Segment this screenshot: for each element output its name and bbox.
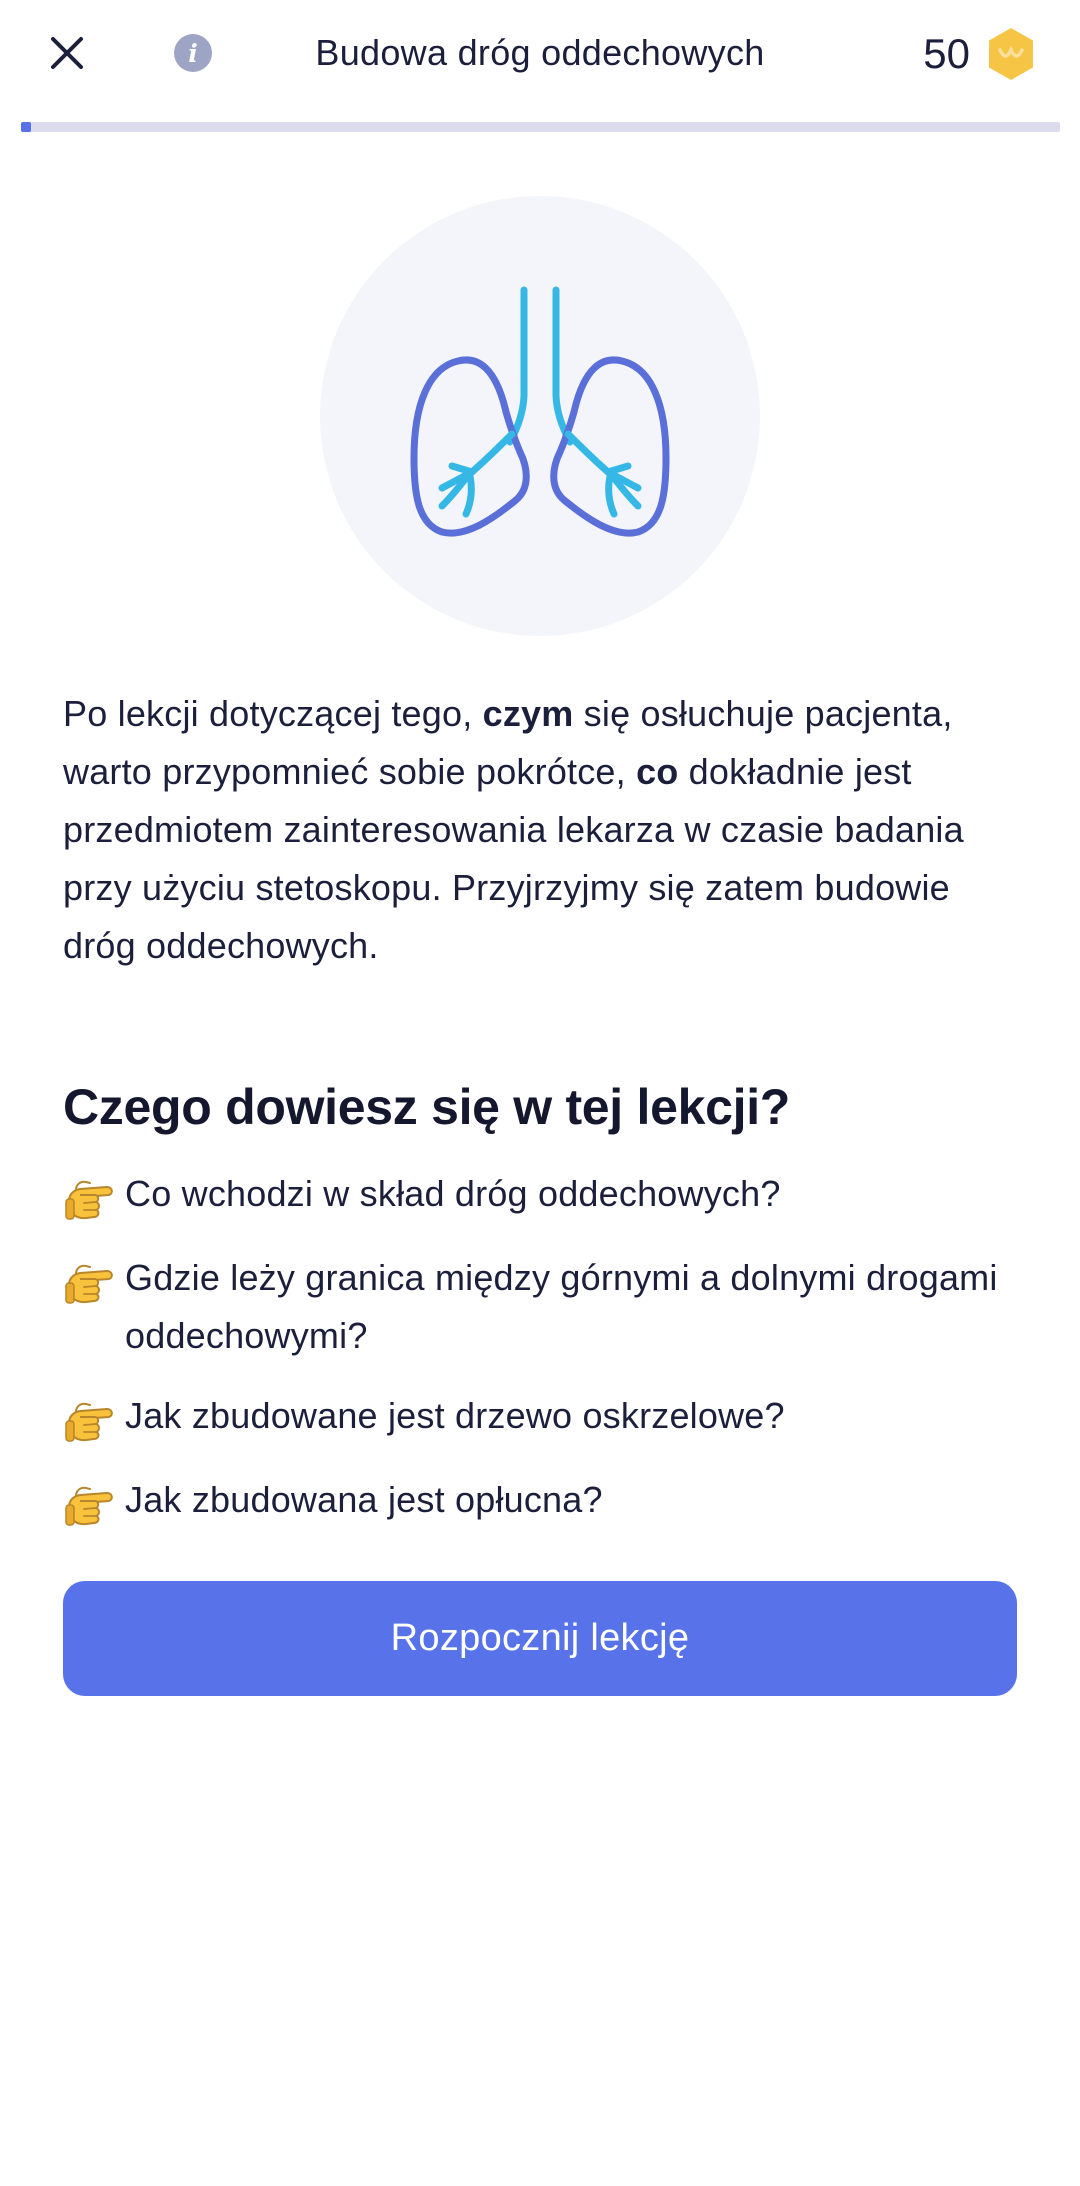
info-button[interactable]: [174, 34, 212, 72]
objective-text: Co wchodzi w skład dróg oddechowych?: [125, 1173, 781, 1214]
pointing-hand-icon: [63, 1257, 117, 1311]
top-bar: [0, 0, 1080, 110]
lungs-icon: [320, 196, 760, 636]
intro-bold-2: co: [636, 751, 679, 792]
honeycomb-coin-icon: [986, 26, 1036, 82]
list-item: [63, 1471, 1023, 1533]
lesson-progress-bar: [21, 122, 1060, 132]
list-item: [63, 1249, 1023, 1365]
pointing-hand-icon: [63, 1479, 117, 1533]
list-item: [63, 1387, 1023, 1449]
intro-bold-1: czym: [482, 693, 574, 734]
start-lesson-button[interactable]: Rozpocznij lekcję: [63, 1581, 1017, 1696]
info-icon: i: [188, 38, 198, 68]
pointing-hand-icon: [63, 1395, 117, 1449]
intro-text-2: się osłuchuje pacjenta, warto przypomnieć sobie pokrótce,: [63, 693, 953, 792]
objective-text: Jak zbudowane jest drzewo oskrzelowe?: [125, 1395, 785, 1436]
pointing-hand-icon: [63, 1173, 117, 1227]
coin-counter: [923, 26, 1036, 82]
close-icon: [50, 36, 84, 70]
illustration-circle: [320, 196, 760, 636]
objectives-list: [63, 1165, 1023, 1555]
lesson-title: Budowa dróg oddechowych: [315, 32, 765, 73]
intro-text-3: dokładnie jest przedmiotem zainteresowania lekarza w czasie badania przy użyciu stetoskopu. Przyjrzyjmy się zatem budowie dróg oddechowych.: [63, 751, 964, 966]
objective-text: Jak zbudowana jest opłucna?: [125, 1479, 603, 1520]
coin-count: 50: [923, 30, 970, 77]
section-heading: Czego dowiesz się w tej lekcji?: [63, 1079, 791, 1135]
progress-fill: [21, 122, 31, 132]
list-item: [63, 1165, 1023, 1227]
close-button[interactable]: [38, 28, 96, 78]
intro-text-1: Po lekcji dotyczącej tego,: [63, 693, 483, 734]
intro-paragraph: [63, 685, 1023, 975]
objective-text: Gdzie leży granica między górnymi a dolnymi drogami oddechowymi?: [125, 1257, 998, 1356]
